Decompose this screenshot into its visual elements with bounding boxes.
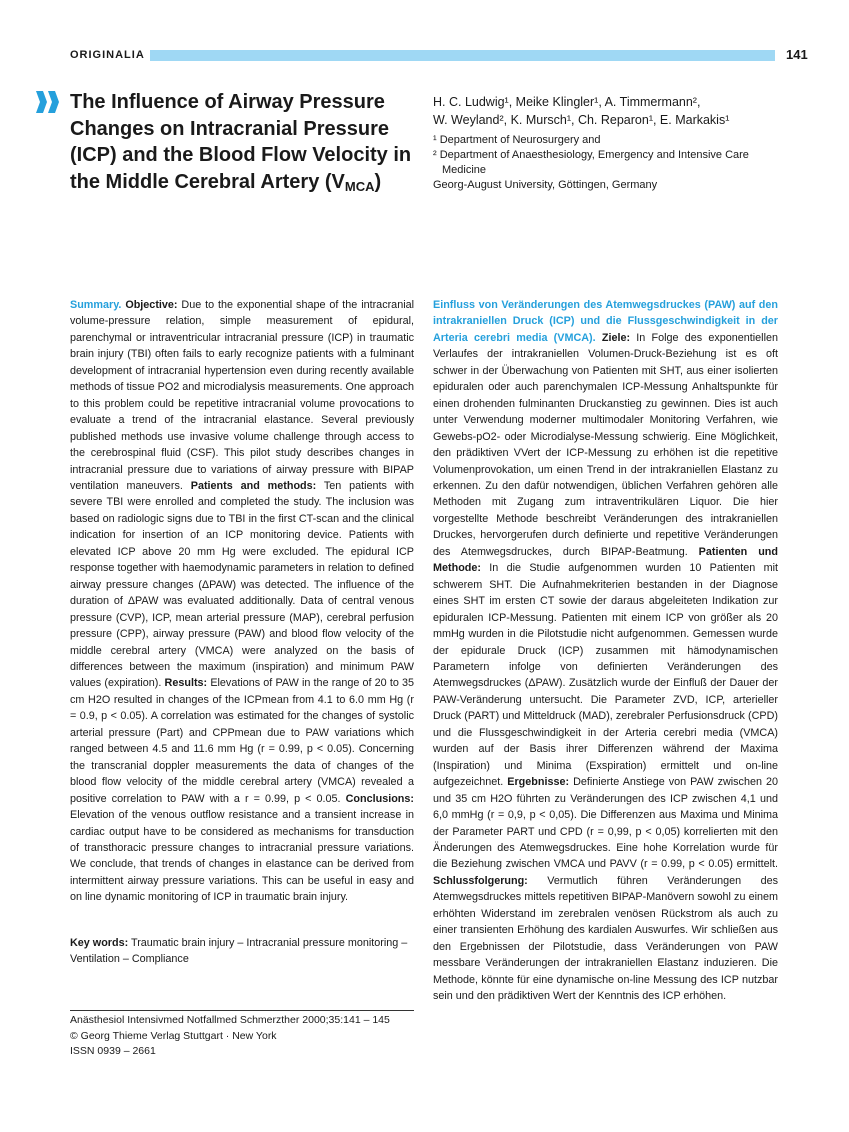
keywords-text: Traumatic brain injury – Intracranial pressure monitoring – Ventilation – Compliance	[70, 937, 408, 965]
page-number: 141	[786, 47, 808, 62]
objective-label: Objective:	[125, 299, 178, 311]
header-bar	[150, 50, 775, 61]
citation-footer	[70, 1013, 414, 1060]
german-summary	[433, 297, 778, 1004]
english-summary	[70, 297, 414, 906]
authors-line-2: W. Weyland², K. Mursch¹, Ch. Reparon¹, E. Markakis¹	[433, 113, 730, 127]
footer-divider	[70, 1010, 414, 1011]
patients-label: Patients and methods:	[190, 479, 317, 492]
section-label: ORIGINALIA	[70, 49, 145, 61]
publisher-line: © Georg Thieme Verlag Stuttgart · New York	[70, 1029, 277, 1042]
german-title: Einfluss von Veränderungen des Atemwegsdruckes (PAW) auf den intrakraniellen Druck (ICP) und die Flussgeschwindigkeit in der Arteria cerebri media (VMCA).	[433, 299, 778, 344]
authors-line-1: H. C. Ludwig¹, Meike Klingler¹, A. Timmermann²,	[433, 95, 701, 109]
patients-text: Ten patients with severe TBI were enrolled and completed the study. The inclusion was based on radiologic signs due to TBI in the first CT-scan and the clinical indication for insertion of an ICP monitoring device. Patients with elevated ICP above 20 mm Hg were excluded. The epidural ICP response together with haemodynamic parameters in relation to defined airway pressure changes (ΔPAW) was detected. The influence of the duration of ΔPAW was evaluated additionally. Data of central venous pressure (CVP), ICP, mean arterial pressure (MAP), cerebral perfusion pressure (CPP), airway pressure (PAW) and blood flow velocity of the middle cerebral artery (VMCA) were analyzed on the basis of differences between the maximum (inspiration) and minimum PAW values (expiration).	[70, 479, 415, 690]
summary-label: Summary.	[70, 299, 122, 311]
german-conclusion-text: Vermutlich führen Veränderungen des Atemwegsdruckes mittels repetitiven BIPAP-Manövern sowohl zu einem erhöhten Widerstand im zerebralen venösen Rückstrom als auch zu einer transienten Erhöhung des kardialen Auswurfes. Wir schließen aus den Ergebnissen der Pilotstudie, dass Veränderungen von PAW messbare Veränderungen der intrakraniellen Elastanz induzieren. Die Methode, könnte für eine dynamische on-line Messung des ICP nutzbar sein und den prädiktiven Wert der Kenntnis des ICP erhöhen.	[433, 874, 778, 1003]
affiliation-1: ¹ Department of Neurosurgery and	[433, 134, 601, 146]
quote-marker-icon	[36, 91, 60, 113]
article-title: The Influence of Airway Pressure Changes on Intracranial Pressure (ICP) and the Blood Flow Velocity in the Middle Cerebral Artery $(V_{MCA})$	[70, 91, 412, 194]
results-label: Results:	[164, 677, 208, 690]
german-conclusion-label: Schlussfolgerung:	[433, 874, 528, 887]
german-results-label: Ergebnisse:	[507, 776, 570, 789]
affiliation-2-cont: Medicine	[442, 164, 487, 176]
citation-line: Anästhesiol Intensivmed Notfallmed Schmerzther 2000;35:141 – 145	[70, 1014, 390, 1026]
keywords	[70, 935, 414, 967]
german-results-text: Definierte Anstiege von PAW zwischen 20 und 35 cm H2O führten zu Veränderungen des ICP zwischen 4,1 und 6,0 mmHg (r = 0,9, p < 0,05). Die Differenzen aus Maxima und Minima der Parameter PART und CPD (r = 0,99, p < 0,05) korrelierten mit den Änderungen des Atemwegsdruckes. Eine hohe Korrelation wurde für die Beziehung zwischen VMCA und PAVV (r = 0.99, p < 0.05) ermittelt.	[433, 776, 778, 871]
issn-line: ISSN 0939 – 2661	[70, 1045, 156, 1057]
aim-text: In Folge des exponentiellen Verlaufes der intrakraniellen Volumen-Druck-Beziehung ist es oft schwer in der Überwachung von Patienten mit SHT, aus einer isolierten epiduralen oder auch parenchymalen ICP-Messung Anhaltspunkte für einen drohenden fulminanten Druckanstieg zu gewinnen. Dies ist auch unter Verwendung moderner multimodaler Monitoring Verfahren, wie Gewebs-pO2- oder Microdialyse-Messung schwierig. Eine Möglichkeit, den prädiktiven VVert der ICP-Messung zu erhöhen ist die repetitive Volumenprovokation, um einen Trend in der intrakraniellen Elastanz zu erkennen. Zu den dafür notwendigen, üblichen Verfahren gehören alle Methoden mit Zugang zum intraventrikulären Liquor. Die hier vorgestellte Methode beschreibt Veränderungen des intrakraniellen Druckes, hervorgerufen durch definierte und repetitive Veränderungen des Atemwegsdruckes, durch BIPAP-Beatmung.	[433, 331, 778, 558]
methods-label: Patienten und Methode:	[433, 545, 778, 575]
conclusions-text: Elevation of the venous outflow resistance and a transient increase in cardiac output have to be considered as mechanisms for transduction of transthoracic pressure changes to intracranial pressure variations. We conclude, that trends of changes in elastance can be derived from intermittent airway pressure variations. This can be useful in easy and on line dynamic monitoring of ICP in traumatic brain injury.	[70, 809, 414, 904]
aim-label: Ziele:	[601, 331, 631, 344]
results-text: Elevations of PAW in the range of 20 to 35 cm H2O resulted in changes of the ICPmean from 4.1 to 6.0 mm Hg (r = 0.9, p < 0.05). A correlation was estimated for the changes of systolic arterial pressure (Part) and CPPmean due to PAW variations which ranged between 4.5 and 11.6 mm Hg (r = 0.99, p < 0.05). Concerning the transcranial doppler measurements the data of changes of the blood flow velocity of the middle cerebral artery (VMCA) revealed a positive correlation to PAW with a r = 0.99, p < 0.05.	[70, 677, 415, 805]
author-list	[433, 93, 813, 129]
objective-text: Due to the exponential shape of the intracranial volume-pressure relation, simple measurement of epidural, parenchymal or intraventricular intracranial pressure (ICP) in traumatic brain injury (TBI) often fails to early recognize patients with a fulminant development of intracranial hypertension even during recently available methods of tissue PO2 and microdialysis measurements. One approach to this problem could be repetitive intracranial volume provocations to evaluate a trend of the intracranial elastance. Several previously published methods use invasive volume challenge through access to the cerebrospinal fluid (CSF). This pilot study describes changes in intracranial pressure due to variations of airway pressure with BIPAP ventilation maneuvers.	[70, 299, 414, 492]
methods-text: In die Studie aufgenommen wurden 10 Patienten mit schwerem SHT. Die Aufnahmekriterien bestanden in der Diagnose eines SHT im ersten CT sowie der daraus abgeleiteten Indikation zur epiduralen ICP-Messung. Patienten mit einem ICP von größer als 20 mmHg wurden in die Pilotstudie nicht aufgenommen. Gemessen wurde der epidurale Druck (ICP) zusammen mit hämodynamischen Parametern infolge von definierten Veränderungen des Atemwegsdruckes (ΔPAW). Zusätzlich wurde der Einfluß der Dauer der PAW-Veränderung untersucht. Die Parameter ZVD, ICP, arterieller Druck (PART) und Mitteldruck (MAD), zerebraler Perfusionsdruck (CPD) und die Flussgeschwindigkeit in der Arteria cerebri media (VMCA) wurden auf der Basis ihrer Differenzen während der Maxima (Inspiration) und Minima (Exspiration) ermittelt und on-line aufgezeichnet.	[433, 562, 778, 789]
affiliations	[433, 133, 813, 193]
keywords-label: Key words:	[70, 937, 129, 949]
affiliation-2: ² Department of Anaesthesiology, Emergency and Intensive Care	[433, 149, 749, 161]
affiliation-3: Georg-August University, Göttingen, Germany	[433, 179, 658, 191]
conclusions-label: Conclusions:	[345, 792, 414, 805]
